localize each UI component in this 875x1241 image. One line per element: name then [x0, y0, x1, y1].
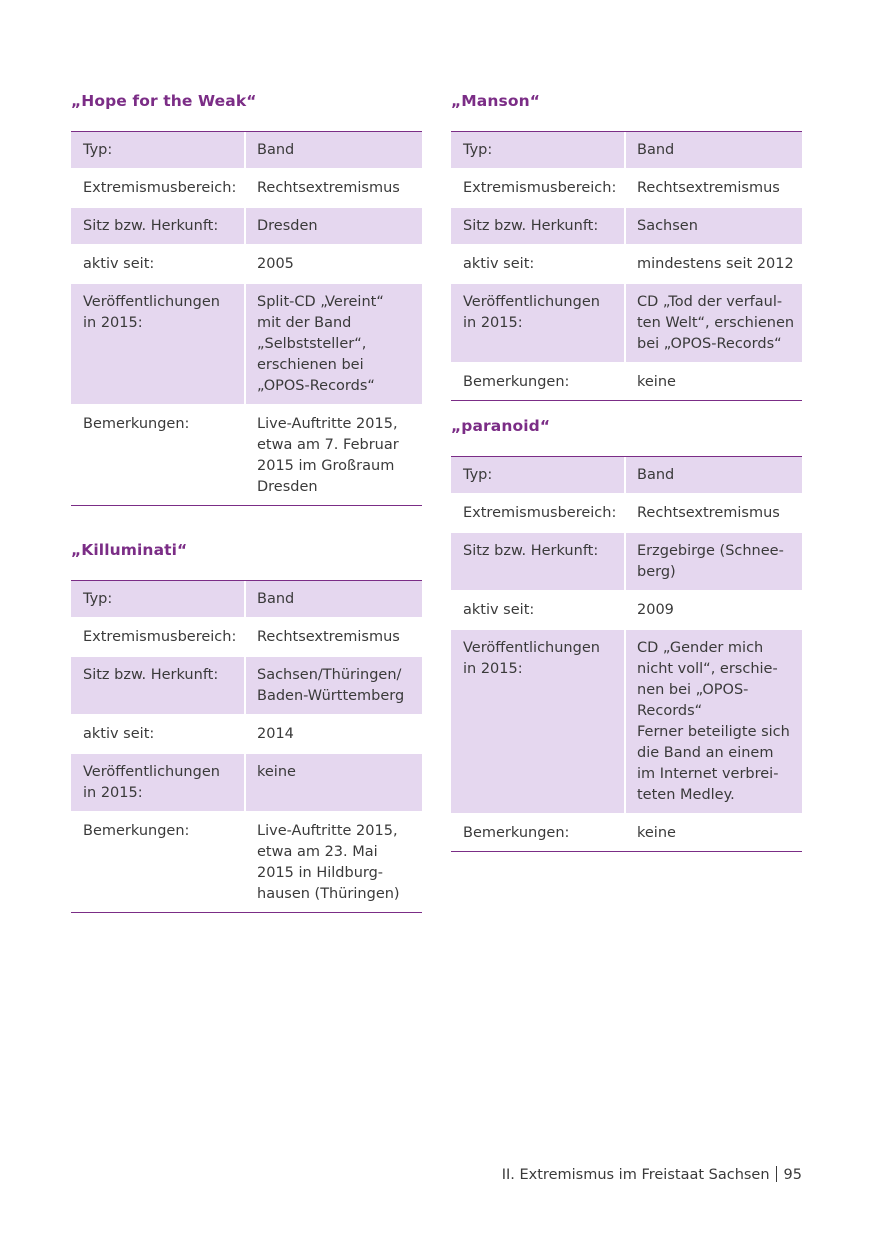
- row-value: Split-CD „Vereint“ mit der Band „Selbststeller“, erschienen bei „OPOS-Records“: [246, 284, 422, 404]
- row-value: 2009: [637, 602, 674, 618]
- table-row: [71, 246, 422, 282]
- table-row: [71, 406, 422, 505]
- row-value: Band: [246, 581, 422, 617]
- row-value: Live-Auftritte 2015, etwa am 23. Mai 2015 in Hildburg- hausen (Thüringen): [257, 823, 400, 902]
- row-label: Typ:: [71, 132, 244, 168]
- row-value: Dresden: [246, 208, 422, 244]
- row-value: Live-Auftritte 2015, etwa am 7. Februar 2015 im Großraum Dresden: [257, 416, 399, 495]
- row-label: Extremismusbereich:: [83, 629, 237, 645]
- row-value: Rechtsextremismus: [257, 629, 400, 645]
- row-label: Sitz bzw. Herkunft:: [71, 657, 244, 714]
- row-label: Bemerkungen:: [83, 823, 190, 839]
- row-value: Band: [626, 457, 802, 493]
- row-value: Sachsen: [626, 208, 802, 244]
- table-row: [71, 813, 422, 912]
- footer-chapter: II. Extremismus im Freistaat Sachsen: [501, 1167, 770, 1183]
- row-value: CD „Gender mich nicht voll“, erschie- nen bei „OPOS- Records“ Ferner beteiligte sich die Band an einem im Internet verbrei- teten Medley.: [626, 630, 802, 813]
- row-label: aktiv seit:: [463, 256, 535, 272]
- row-label: Extremismusbereich:: [463, 505, 617, 521]
- info-table: [71, 580, 422, 913]
- row-label: Typ:: [451, 132, 624, 168]
- table-row: [71, 581, 422, 617]
- footer-separator: [776, 1166, 777, 1182]
- row-value: Rechtsextremismus: [637, 505, 780, 521]
- table-row: [451, 495, 802, 531]
- row-value: mindestens seit 2012: [637, 256, 794, 272]
- row-value: Band: [626, 132, 802, 168]
- table-row: [451, 284, 802, 362]
- row-label: Bemerkungen:: [463, 825, 570, 841]
- row-label: aktiv seit:: [463, 602, 535, 618]
- row-value: Band: [246, 132, 422, 168]
- section-title: „Killuminati“: [71, 541, 188, 559]
- table-row: [451, 170, 802, 206]
- info-table: [451, 131, 802, 401]
- row-value: Erzgebirge (Schnee- berg): [626, 533, 802, 590]
- info-table: [451, 456, 802, 852]
- table-row: [71, 208, 422, 244]
- row-label: aktiv seit:: [83, 726, 155, 742]
- row-label: Sitz bzw. Herkunft:: [451, 533, 624, 590]
- table-row: [451, 457, 802, 493]
- row-value: keine: [246, 754, 422, 811]
- table-row: [71, 619, 422, 655]
- table-row: [451, 246, 802, 282]
- row-value: CD „Tod der verfaul- ten Welt“, erschienen bei „OPOS-Records“: [626, 284, 802, 362]
- section-title: „Hope for the Weak“: [71, 92, 257, 110]
- table-row: [71, 754, 422, 811]
- page-number: 95: [783, 1167, 802, 1183]
- table-row: [451, 592, 802, 628]
- row-value: Sachsen/Thüringen/ Baden-Württemberg: [246, 657, 422, 714]
- row-label: Sitz bzw. Herkunft:: [71, 208, 244, 244]
- row-label: Veröffentlichungen in 2015:: [71, 284, 244, 404]
- table-row: [451, 208, 802, 244]
- table-row: [71, 284, 422, 404]
- section-title: „Manson“: [451, 92, 541, 110]
- row-value: 2005: [257, 256, 294, 272]
- table-row: [451, 533, 802, 590]
- row-label: aktiv seit:: [83, 256, 155, 272]
- row-label: Extremismusbereich:: [83, 180, 237, 196]
- row-value: keine: [637, 374, 676, 390]
- table-row: [451, 815, 802, 851]
- table-row: [71, 170, 422, 206]
- row-label: Veröffentlichungen in 2015:: [451, 630, 624, 813]
- info-table: [71, 131, 422, 506]
- row-value: keine: [637, 825, 676, 841]
- row-label: Sitz bzw. Herkunft:: [451, 208, 624, 244]
- row-label: Veröffentlichungen in 2015:: [71, 754, 244, 811]
- table-row: [71, 716, 422, 752]
- row-label: Bemerkungen:: [463, 374, 570, 390]
- row-value: 2014: [257, 726, 294, 742]
- table-row: [71, 657, 422, 714]
- page-footer: [502, 1166, 802, 1183]
- row-label: Bemerkungen:: [83, 416, 190, 432]
- table-row: [451, 364, 802, 400]
- section-title: „paranoid“: [451, 417, 551, 435]
- row-label: Veröffentlichungen in 2015:: [451, 284, 624, 362]
- row-value: Rechtsextremismus: [637, 180, 780, 196]
- table-row: [451, 132, 802, 168]
- table-row: [451, 630, 802, 813]
- row-value: Rechtsextremismus: [257, 180, 400, 196]
- table-row: [71, 132, 422, 168]
- row-label: Typ:: [71, 581, 244, 617]
- row-label: Typ:: [451, 457, 624, 493]
- row-label: Extremismusbereich:: [463, 180, 617, 196]
